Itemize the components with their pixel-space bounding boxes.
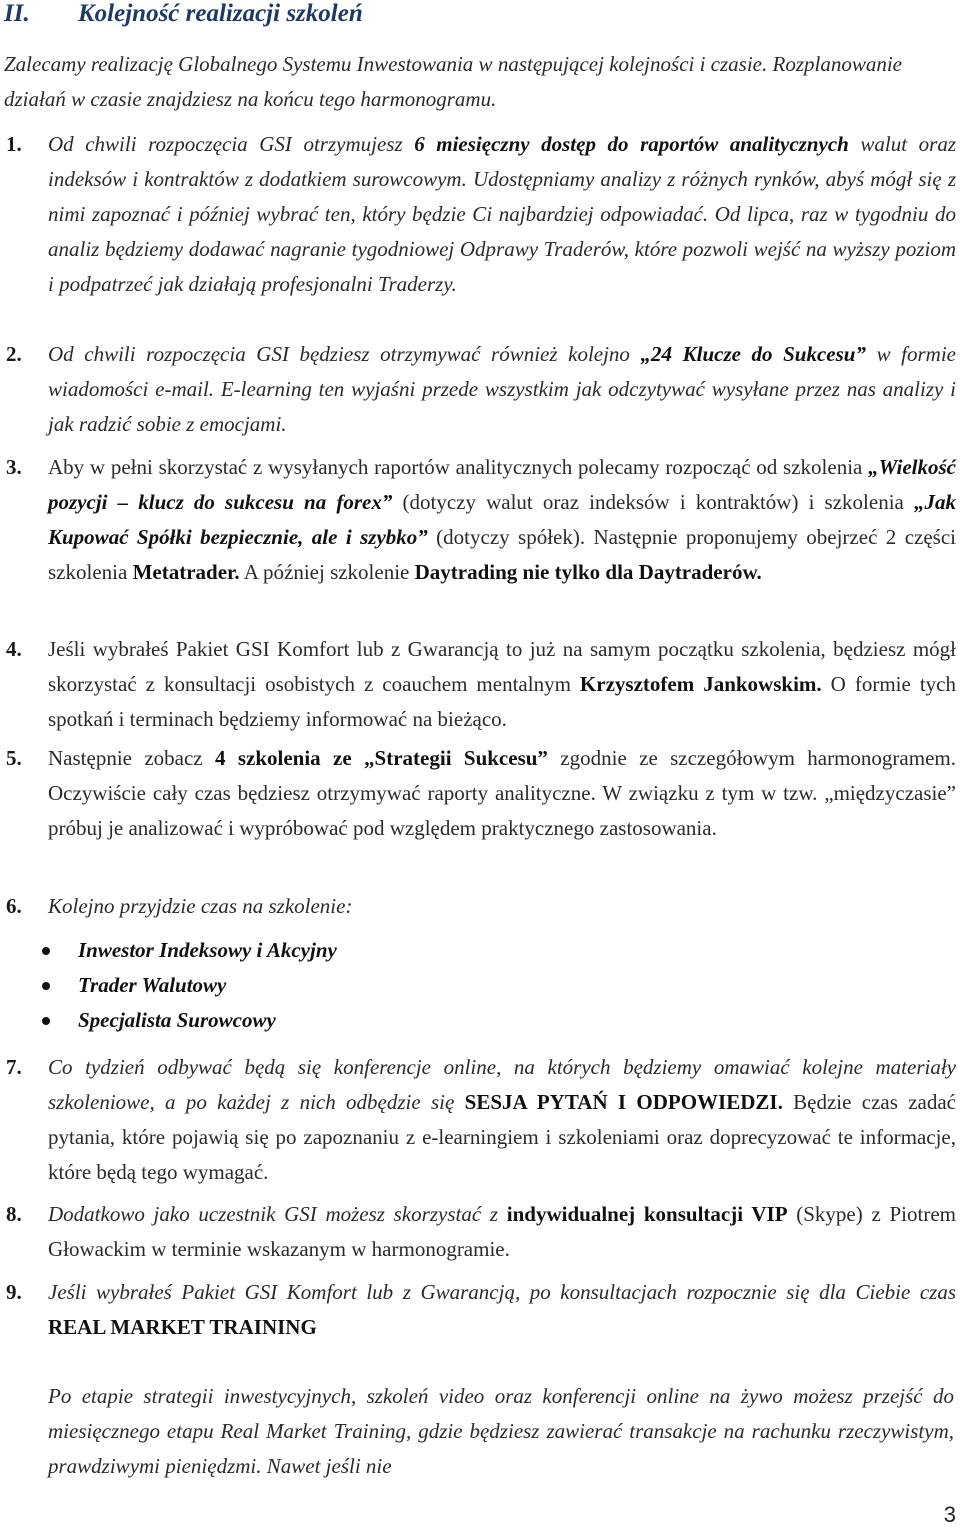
item-text: [48, 1275, 956, 1345]
list-item-8: [4, 1197, 956, 1267]
bullet-item: Inwestor Indeksowy i Akcyjny: [40, 933, 337, 968]
bullet-dot: [42, 982, 50, 990]
text-run: Będzie czas zadać pytania, które pojawią się po zapoznaniu z e-learningiem i szkoleniami oraz doprecyzować te informacje, które będą tego wymagać.: [48, 1090, 956, 1184]
text-run: 6 miesięczny dostęp do raportów analitycznych: [414, 132, 849, 156]
item-text: [48, 1197, 956, 1267]
item-number: 6.: [6, 894, 22, 918]
item-number: 3.: [6, 455, 22, 479]
item-number: 5.: [6, 746, 22, 770]
section-heading: [4, 0, 363, 28]
list-item-5: [4, 741, 956, 846]
list-item-7: [4, 1050, 956, 1190]
intro-paragraph: Zalecamy realizację Globalnego Systemu Inwestowania w następującej kolejności i czasie. Rozplanowanie działań w czasie znajdziesz na końcu tego harmonogramu.: [4, 52, 902, 111]
item-number: 1.: [6, 132, 22, 156]
text-run: (Skype) z Piotrem Głowackim w terminie wskazanym w harmonogramie.: [48, 1202, 956, 1261]
item-number: 8.: [6, 1202, 22, 1226]
item-text: [48, 337, 956, 442]
section-title: Kolejność realizacji szkoleń: [78, 0, 363, 27]
text-run: Następnie zobacz: [48, 746, 215, 770]
text-run: (dotyczy spółek). Następnie proponujemy obejrzeć 2 części szkolenia: [48, 525, 956, 584]
text-run: „Wielkość pozycji – klucz do sukcesu na forex”: [48, 455, 956, 514]
list-item-9: [4, 1275, 956, 1345]
closing-paragraph: Po etapie strategii inwestycyjnych, szkoleń video oraz konferencji online na żywo możesz przejść do miesięcznego etapu Real Market Training, gdzie będziesz zawierać transakcje na rachunku rzeczywistym, prawdziwymi pieniędzmi. Nawet jeśli nie: [48, 1384, 954, 1478]
item-number: 2.: [6, 342, 22, 366]
item-number: 9.: [6, 1280, 22, 1304]
list-item-1: [4, 127, 956, 302]
item-number: 4.: [6, 637, 22, 661]
text-run: Krzysztofem Jankowskim.: [579, 672, 822, 696]
text-run: Co tydzień odbywać będą się konferencje online, na których będziemy omawiać kolejne materiały szkoleniowe, a po każdej z nich odbędzie się: [48, 1055, 956, 1114]
text-run: (dotyczy walut oraz indeksów i kontraktów) i szkolenia: [392, 490, 915, 514]
bullet-item: Specjalista Surowcowy: [40, 1003, 337, 1038]
text-run: „24 Klucze do Sukcesu”: [640, 342, 866, 366]
text-run: 4 szkolenia ze „Strategii Sukcesu”: [214, 746, 548, 770]
text-run: A później szkolenie: [239, 560, 415, 584]
list-item-4: [4, 632, 956, 737]
text-run: indywidualnej konsultacji VIP: [506, 1202, 788, 1226]
text-run: O formie tych spotkań i terminach będziemy informować na bieżąco.: [48, 672, 956, 731]
text-run: Od chwili rozpoczęcia GSI będziesz otrzymywać również kolejno: [48, 342, 641, 366]
text-run: Od chwili rozpoczęcia GSI otrzymujesz: [48, 132, 415, 156]
text-run: zgodnie ze szczegółowym harmonogramem. Oczywiście cały czas będziesz otrzymywać raporty analityczne. W związku z tym w tzw. „międzyczasie” próbuj je analizować i wypróbować pod względem praktycznego zastosowania.: [48, 746, 956, 840]
item-number: 7.: [6, 1055, 22, 1079]
text-run: Metatrader.: [132, 560, 240, 584]
bullet-dot: [42, 947, 50, 955]
item-text: [48, 889, 956, 924]
item-text: [48, 127, 956, 302]
text-run: Dodatkowo jako uczestnik GSI możesz skorzystać z: [48, 1202, 507, 1226]
item-text: [48, 741, 956, 846]
text-run: „Jak Kupować Spółki bezpiecznie, ale i szybko”: [48, 490, 957, 549]
text-run: Jeśli wybrałeś Pakiet GSI Komfort lub z Gwarancją to już na samym początku szkolenia, będziesz mógł skorzystać z konsultacji osobistych z coauchem mentalnym: [48, 637, 956, 696]
section-number: II.: [4, 0, 30, 27]
bullet-item: Trader Walutowy: [40, 968, 337, 1003]
list-item-6: [4, 889, 956, 924]
item-text: [48, 632, 956, 737]
text-run: Daytrading nie tylko dla Daytraderów.: [414, 560, 762, 584]
text-run: Aby w pełni skorzystać z wysyłanych raportów analitycznych polecamy rozpocząć od szkolenia: [48, 455, 869, 479]
text-run: w formie wiadomości e-mail. E-learning ten wyjaśni przede wszystkim jak odczytywać wysyłane przez nas analizy i jak radzić sobie z emocjami.: [48, 342, 956, 436]
text-run: Jeśli wybrałeś Pakiet GSI Komfort lub z Gwarancją, po konsultacjach rozpocznie się dla Ciebie czas: [48, 1280, 956, 1304]
list-item-2: [4, 337, 956, 442]
item-text: [48, 1050, 956, 1190]
item-text: [48, 450, 956, 590]
text-run: Kolejno przyjdzie czas na szkolenie:: [48, 894, 353, 918]
list-item-3: [4, 450, 956, 590]
text-run: REAL MARKET TRAINING: [48, 1315, 317, 1339]
page-number: 3: [943, 1502, 956, 1527]
text-run: walut oraz indeksów i kontraktów z dodatkiem surowcowym. Udostępniamy analizy z różnych rynków, abyś mógł się z nimi zapoznać i później wybrać ten, który będzie Ci najbardziej odpowiadać. Od lipca, raz w tygodniu do analiz będziemy dodawać nagranie tygodniowej Odprawy Traderów, które pozwoli wejść na wyższy poziom i podpatrzeć jak działają profesjonalni Traderzy.: [48, 132, 956, 296]
bullet-dot: [42, 1017, 50, 1025]
text-run: SESJA PYTAŃ I ODPOWIEDZI.: [464, 1090, 783, 1114]
training-bullet-list: [40, 933, 337, 1038]
